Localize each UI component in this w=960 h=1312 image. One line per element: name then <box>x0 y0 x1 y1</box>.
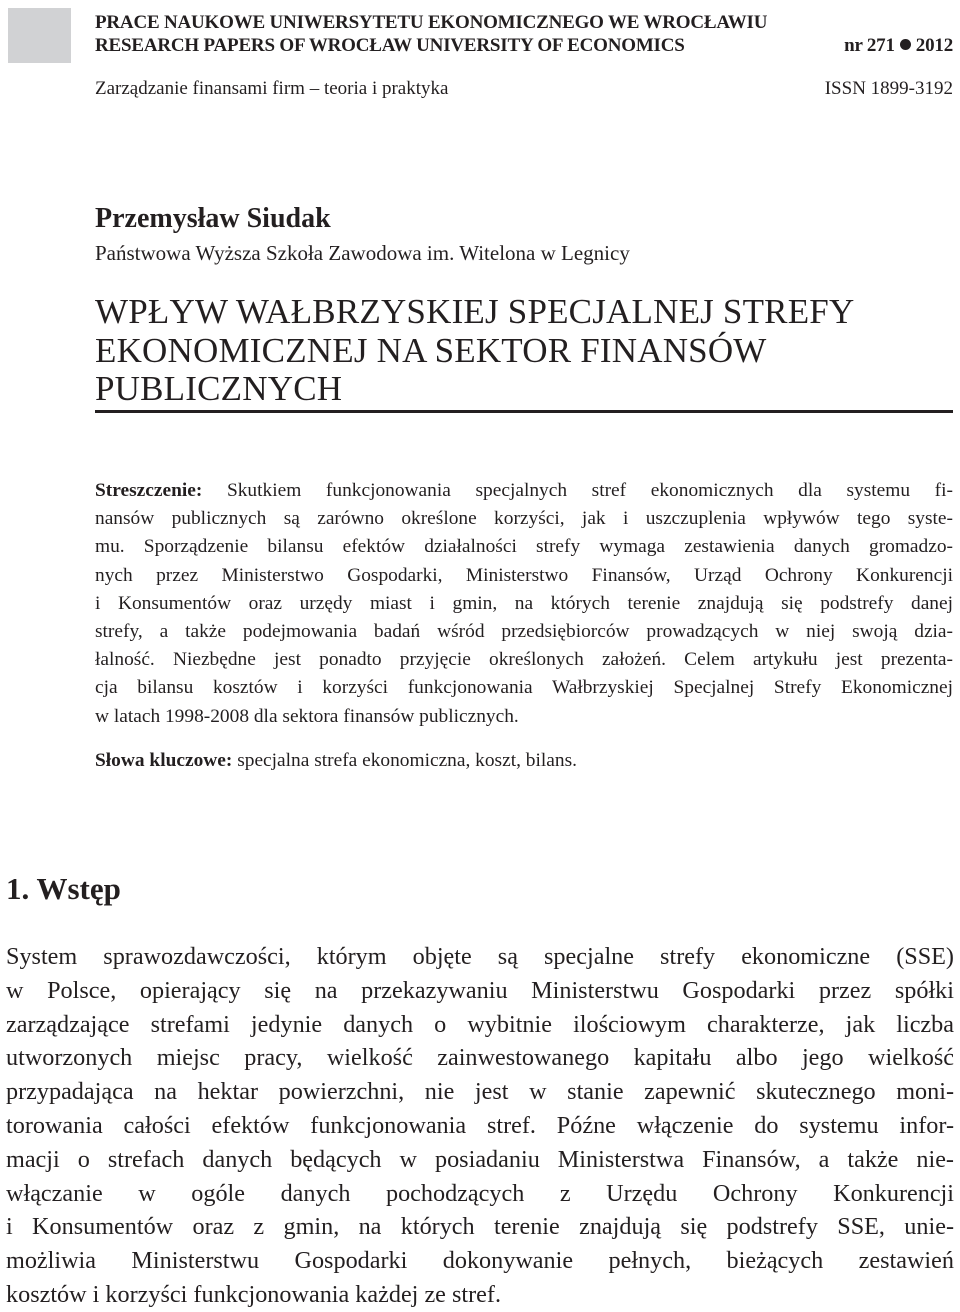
abstract-line: mu. Sporządzenie bilansu efektów działalności strefy wymaga zestawienia danych gromadzo- <box>95 536 953 558</box>
paper-title <box>95 293 955 409</box>
issn: ISSN 1899-3192 <box>824 78 953 99</box>
body-line: przypadająca na hektar powierzchni, nie jest w stanie zapewnić skutecznego moni- <box>6 1078 954 1106</box>
issue-year: 2012 <box>915 35 953 56</box>
abstract-label: Streszczenie: <box>95 480 203 501</box>
author-affiliation: Państwowa Wyższa Szkoła Zawodowa im. Witelona w Legnicy <box>95 241 630 265</box>
abstract-line: nych przez Ministerstwo Gospodarki, Ministerstwo Finansów, Urząd Ochrony Konkurencji <box>95 564 953 586</box>
title-line: PUBLICZNYCH <box>95 369 343 408</box>
abstract <box>95 477 953 731</box>
series-row <box>95 78 953 100</box>
section-body <box>6 940 954 1312</box>
body-line: System sprawozdawczości, którym objęte są specjalne strefy ekonomiczne (SSE) <box>6 943 954 970</box>
body-line: macji o strefach danych będących w posiadaniu Ministerstwa Finansów, a także nie- <box>6 1145 954 1173</box>
title-divider <box>95 410 953 413</box>
journal-name-pl: PRACE NAUKOWE UNIWERSYTETU EKONOMICZNEGO WE WROCŁAWIU <box>95 12 768 33</box>
body-line: włączanie w ogóle danych pochodzących z Urzędu Ochrony Konkurencji <box>6 1179 954 1207</box>
journal-name-en-row <box>95 35 953 57</box>
abstract-line: cja bilansu kosztów i korzyści funkcjonowania Wałbrzyskiej Specjalnej Strefy Ekonomicznej <box>95 677 953 699</box>
bullet-dot-icon <box>900 39 911 50</box>
body-line: w Polsce, opierający się na przekazywaniu Ministerstwu Gospodarki przez spółki <box>6 976 954 1004</box>
author-name: Przemysław Siudak <box>95 203 331 234</box>
abstract-line: strefy, a także podejmowania badań wśród przedsiębiorców prowadzących w niej swoją dzia- <box>95 621 953 643</box>
abstract-line: łalność. Niezbędne jest ponadto przyjęcie określonych założeń. Celem artykułu jest prezenta- <box>95 649 953 671</box>
abstract-line: i Konsumentów oraz urzędy miast i gmin, na których terenie znajdują się podstrefy danej <box>95 592 953 614</box>
title-line: EKONOMICZNEJ NA SEKTOR FINANSÓW <box>95 330 767 370</box>
series-title: Zarządzanie finansami firm – teoria i praktyka <box>95 78 449 99</box>
body-line: utworzonych miejsc pracy, wielkość zainwestowanego kapitału albo jego wielkość <box>6 1044 954 1072</box>
abstract-line <box>95 477 953 505</box>
header-gray-box <box>8 8 71 63</box>
issue-number: nr 271 <box>844 35 895 56</box>
body-line: torowania całości efektów funkcjonowania stref. Późne włączenie do systemu infor- <box>6 1111 954 1139</box>
abstract-line-text: Skutkiem funkcjonowania specjalnych stref ekonomicznych dla systemu fi- <box>202 480 953 501</box>
section-heading: 1. Wstęp <box>6 871 121 906</box>
keywords-text: specjalna strefa ekonomiczna, koszt, bilans. <box>232 750 577 771</box>
body-line: i Konsumentów oraz z gmin, na których terenie znajdują się podstrefy SSE, unie- <box>6 1213 954 1241</box>
body-line: możliwia Ministerstwu Gospodarki dokonywanie pełnych, bieżących zestawień <box>6 1247 954 1275</box>
journal-name-en: RESEARCH PAPERS OF WROCŁAW UNIVERSITY OF ECONOMICS <box>95 35 685 56</box>
abstract-line: nansów publicznych są zarówno określone korzyści, jak i uszczuplenia wpływów tego syste- <box>95 508 953 530</box>
issue-info <box>844 35 953 57</box>
abstract-line: w latach 1998-2008 dla sektora finansów publicznych. <box>95 705 519 727</box>
body-line: kosztów i korzyści funkcjonowania każdej ze stref. <box>6 1280 501 1308</box>
keywords-label: Słowa kluczowe: <box>95 750 233 771</box>
title-line: WPŁYW WAŁBRZYSKIEJ SPECJALNEJ STREFY <box>95 292 855 331</box>
body-line: zarządzające strefami jedynie danych o wybitnie ilościowym charakterze, jak liczba <box>6 1010 954 1038</box>
keywords <box>95 747 953 775</box>
